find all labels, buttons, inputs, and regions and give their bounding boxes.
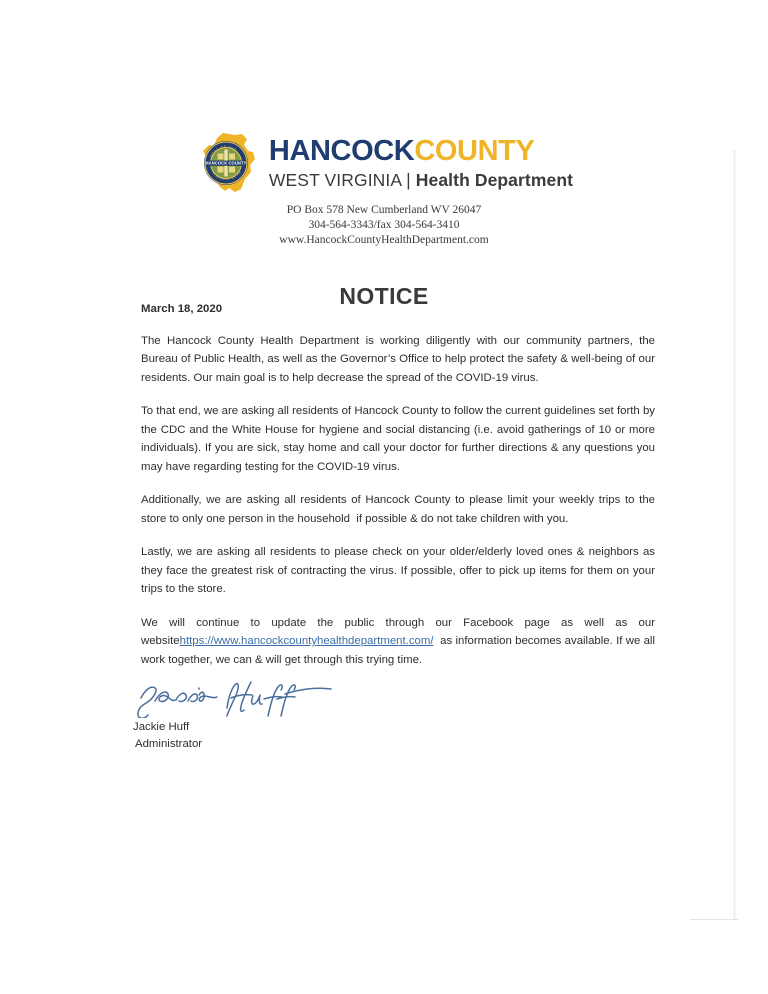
signature-block [133, 668, 433, 752]
logo-title-hancock: HANCOCK [268, 134, 415, 167]
hancock-county-seal-icon [195, 132, 267, 194]
signature-printed-name: Jackie Huff [133, 721, 190, 733]
logo-subtitle-department: Health Department [415, 169, 574, 190]
contact-website: www.HancockCountyHealthDepartment.com [279, 234, 489, 247]
closing-text-after-link: as information becomes available. If we all work together, we can & will get through this trying time. [141, 635, 659, 666]
logo-subtitle-separator: | [406, 169, 411, 190]
logo-title-county: COUNTY [414, 134, 535, 167]
logo-title-line [268, 134, 573, 167]
closing-text-before-link: We will continue to update the public through our Facebook page as well as our website [141, 616, 659, 648]
svg-text:SEAL OF THE: SEAL OF THE [209, 144, 238, 158]
letterhead [0, 132, 768, 249]
document-date: March 18, 2020 [141, 303, 223, 315]
handwritten-signature [135, 668, 335, 718]
logo-row [0, 132, 768, 194]
contact-block [0, 203, 768, 249]
logo-subtitle-state: WEST VIRGINIA [268, 169, 402, 190]
svg-text:HANCOCK COUNTY: HANCOCK COUNTY [205, 160, 247, 166]
svg-text:WEST VIRGINIA: WEST VIRGINIA [210, 169, 242, 182]
seal-circle [204, 141, 248, 185]
health-department-website-link[interactable]: https://www.hancockcountyhealthdepartment.com/ [179, 635, 434, 648]
body-paragraph: To that end, we are asking all residents of Hancock County to follow the current guidelines set forth by the CDC and the White House for hygiene and social distancing (i.e. avoid gatherings of 10 or more individuals). If you are sick, stay home and call your doctor for further directions & any questions you may have regarding testing for the COVID-19 virus. [141, 405, 659, 473]
contact-phone: 304-564-3343/fax 304-564-3410 [308, 219, 460, 232]
signature-role: Administrator [135, 737, 203, 750]
body-paragraph: Additionally, we are asking all residents of Hancock County to please limit your weekly trips to the store to only one person in the household if possible & do not take children with you. [141, 494, 659, 525]
closing-paragraph [141, 614, 659, 669]
scan-edge-artifact [733, 150, 736, 920]
body-paragraph: Lastly, we are asking all residents to please check on your older/elderly loved ones & neighbors as they face the greatest risk of contracting the virus. If possible, offer to pick up items for them on your trips to the store. [141, 546, 659, 596]
body-paragraph: The Hancock County Health Department is working diligently with our community partners, the Bureau of Public Health, as well as the Governor’s Office to help protect the safety & well-being of our residents. Our main goal is to help decrease the spread of the COVID-19 virus. [141, 335, 659, 384]
document-body [141, 303, 659, 669]
logo-subtitle-line [268, 169, 574, 190]
logo-wordmark [268, 134, 574, 190]
scan-edge-artifact-bottom [690, 919, 738, 920]
page-title: NOTICE [339, 283, 429, 310]
contact-address: PO Box 578 New Cumberland WV 26047 [286, 204, 482, 216]
